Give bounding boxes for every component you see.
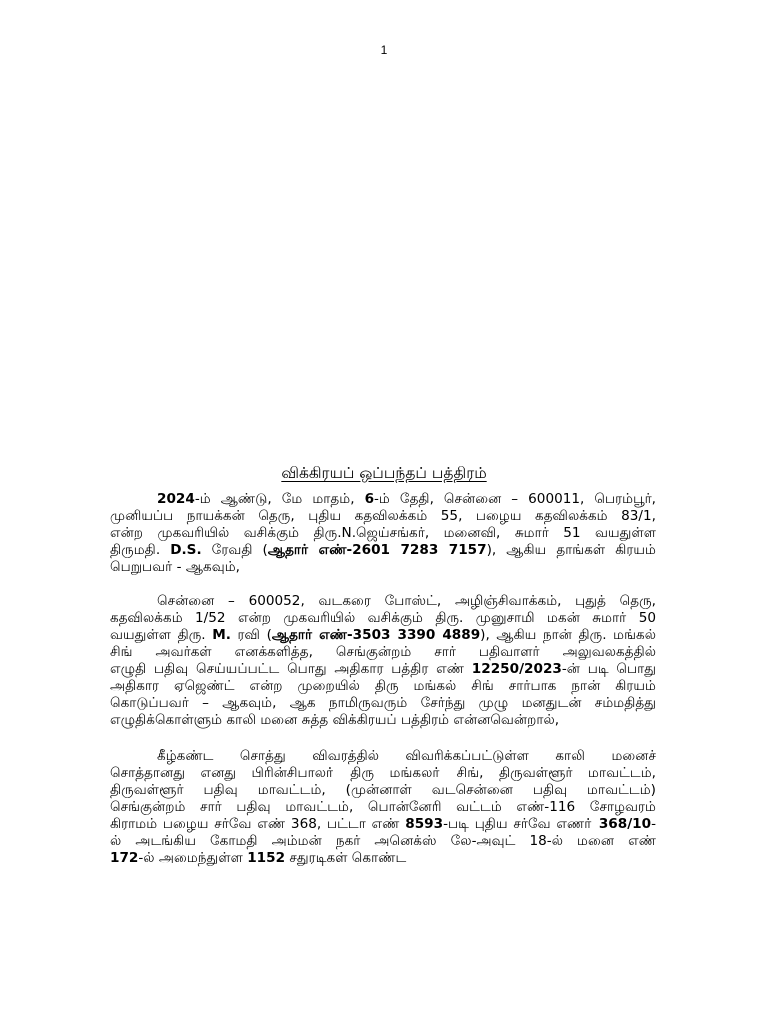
text-line — [110, 559, 656, 576]
text-line — [110, 678, 656, 695]
text-line — [110, 593, 656, 610]
text-run: சென்னை – 600052, வடகரை போஸ்ட், அழிஞ்சிவாக்கம், புதுத் தெரு, — [157, 593, 656, 609]
text-run: ), ஆகிய தாங்கள் கிரயம் — [486, 542, 656, 558]
text-run: சிங் அவர்கள் எனக்களித்த, செங்குன்றம் சார் பதிவாளர் அலுவலகத்தில் — [110, 644, 656, 660]
text-run: என்ற முகவரியில் வசிக்கும் திரு.N.ஜெய்சங்கர், மனைவி, சுமார் 51 வயதுள்ள — [110, 525, 656, 541]
bold-text: 172 — [110, 850, 139, 866]
text-run: எழுதி பதிவு செய்யப்பட்ட பொது அதிகார பத்திர எண் — [110, 661, 472, 677]
text-line — [110, 748, 656, 765]
text-line — [110, 661, 656, 678]
paragraph-purchaser — [110, 491, 656, 576]
text-run: வயதுள்ள திரு. — [110, 627, 213, 643]
bold-text: 2024 — [157, 491, 195, 507]
text-line — [110, 627, 656, 644]
text-run: கீழ்கண்ட சொத்து விவரத்தில் விவரிக்கப்பட்டுள்ள காலி மனைச் — [157, 748, 656, 764]
text-run: திருவள்ளூர் பதிவு மாவட்டம், (முன்னாள் வடசென்னை பதிவு மாவட்டம்) — [110, 782, 656, 798]
text-line — [110, 491, 656, 508]
bold-text: 12250/2023 — [471, 661, 562, 677]
text-line — [110, 508, 656, 525]
bold-text: ஆதார் எண்-3503 3390 4889 — [271, 627, 481, 643]
text-run: கொடுப்பவர் – ஆகவும், ஆக நாமிருவரும் சேர்ந்து முழு மனதுடன் சம்மதித்து — [110, 695, 656, 711]
text-line — [110, 695, 656, 712]
text-run: - — [651, 816, 656, 832]
text-run: ), ஆகிய நான் திரு. மங்கல் — [480, 627, 656, 643]
bold-text: 368/10 — [598, 816, 652, 832]
document-title: விக்கிரயப் ஒப்பந்தப் பத்திரம் — [281, 464, 487, 482]
text-line — [110, 610, 656, 627]
text-line — [110, 816, 656, 833]
text-run: -ன் படி பொது — [561, 661, 656, 677]
text-line — [110, 850, 656, 867]
text-line — [110, 712, 656, 729]
text-run: முனியப்ப நாயக்கன் தெரு, புதிய கதவிலக்கம் 55, பழைய கதவிலக்கம் 83/1, — [110, 508, 656, 524]
paragraph-property — [110, 748, 656, 867]
page-number: 1 — [380, 43, 388, 57]
text-run: திருமதி. — [110, 542, 171, 558]
text-run: பெறுபவர் - ஆகவும், — [110, 559, 240, 575]
text-run: ரேவதி ( — [201, 542, 268, 558]
text-run: -படி புதிய சர்வே எணா் — [443, 816, 599, 832]
text-run: ரவி ( — [230, 627, 272, 643]
text-run: -ம் ஆண்டு, மே மாதம், — [194, 491, 365, 507]
text-run: எழுதிக்கொள்ளும் காலி மனை சுத்த விக்கிரயப் பத்திரம் என்னவென்றால், — [110, 712, 560, 728]
text-line — [110, 799, 656, 816]
text-line — [110, 542, 656, 559]
text-run: செங்குன்றம் சார் பதிவு மாவட்டம், பொன்னேரி வட்டம் எண்-116 சோழவரம் — [110, 799, 656, 815]
text-run: கதவிலக்கம் 1/52 என்ற முகவரியில் வசிக்கும் திரு. முனுசாமி மகன் சுமார் 50 — [110, 610, 656, 626]
bold-text: M. — [212, 627, 231, 643]
text-line — [110, 765, 656, 782]
text-run: சதுரடிகள் கொண்ட — [285, 850, 407, 866]
text-run: கிராமம் பழைய சர்வே எண் 368, பட்டா எண் — [110, 816, 406, 832]
text-line — [110, 644, 656, 661]
text-run: -ம் தேதி, சென்னை – 600011, பெரம்பூர், — [374, 491, 656, 507]
text-line — [110, 525, 656, 542]
paragraph-seller — [110, 593, 656, 729]
text-run: அதிகார ஏஜெண்ட் என்ற முறையில் திரு மங்கல் சிங் சார்பாக நான் கிரயம் — [110, 678, 656, 694]
bold-text: ஆதார் எண்-2601 7283 7157 — [267, 542, 487, 558]
text-run: ல் அடங்கிய கோமதி அம்மன் நகர் அனெக்ஸ் லே-அவுட் 18-ல் மனை எண் — [110, 833, 656, 849]
text-line — [110, 833, 656, 850]
text-run: சொத்தானது எனது பிரின்சிபாலா் திரு மங்கலா் சிங், திருவள்ளூர் மாவட்டம், — [110, 765, 656, 781]
text-line — [110, 782, 656, 799]
bold-text: 6 — [364, 491, 375, 507]
bold-text: 8593 — [405, 816, 444, 832]
bold-text: D.S. — [170, 542, 202, 558]
bold-text: 1152 — [247, 850, 286, 866]
text-run: -ல் அமைந்துள்ள — [138, 850, 248, 866]
